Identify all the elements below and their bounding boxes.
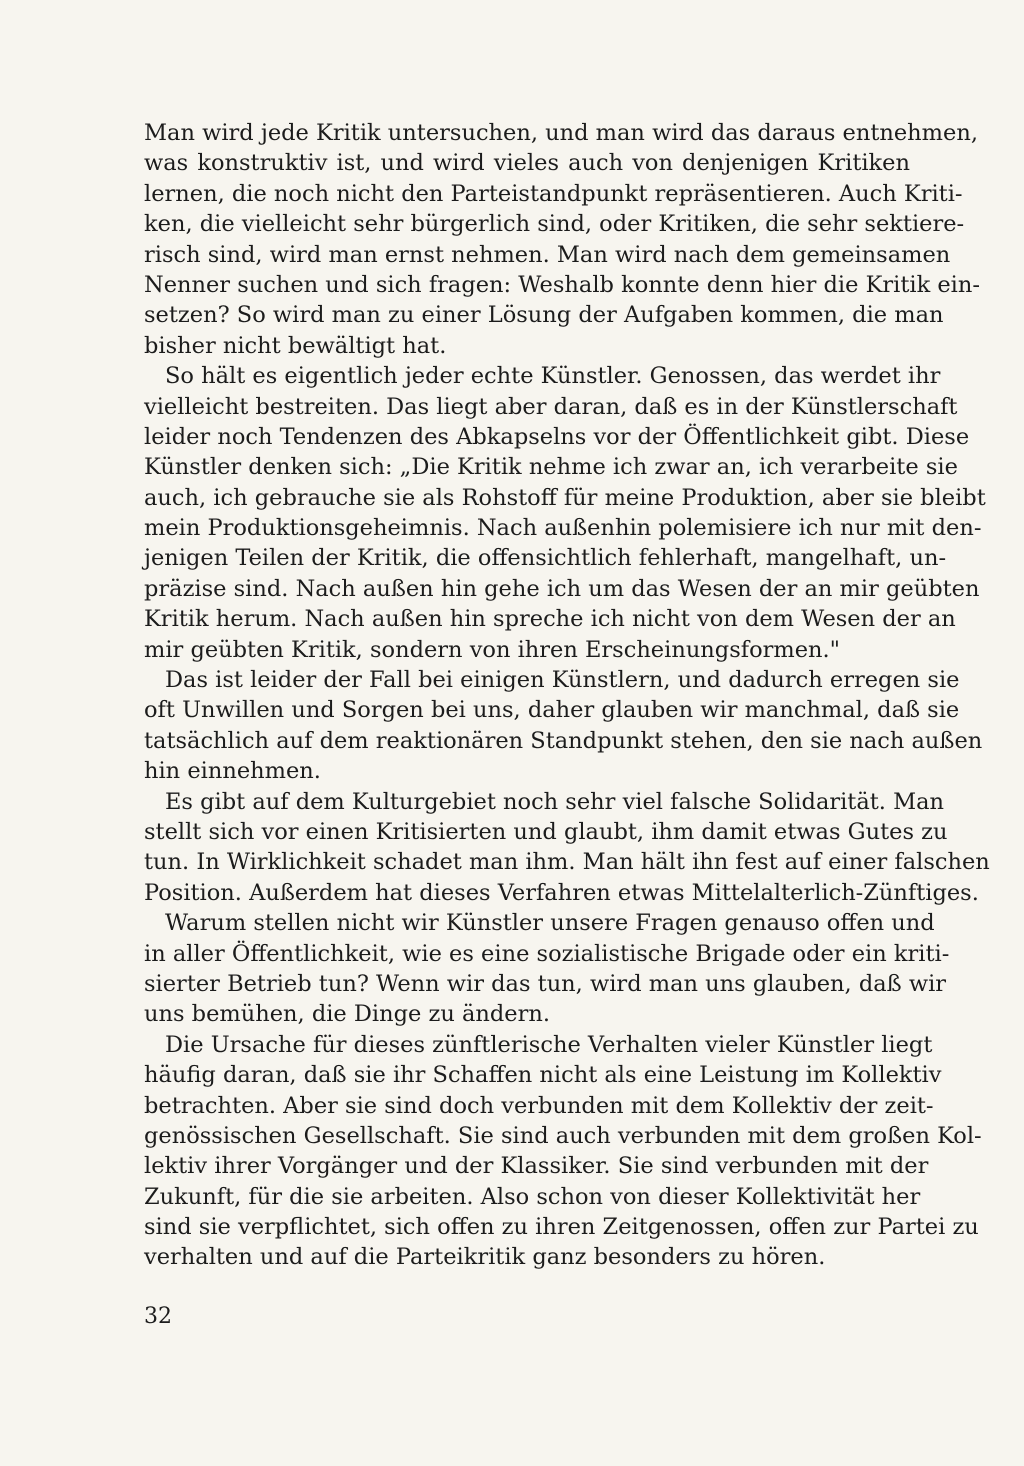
text-line: präzise sind. Nach außen hin gehe ich um das Wesen der an mir geübten — [144, 575, 980, 602]
text-line: lernen, die noch nicht den Parteistandpunkt repräsentieren. Auch Kriti- — [144, 180, 963, 207]
text-line: Position. Außerdem hat dieses Verfahren etwas Mittelalterlich-Zünftiges. — [144, 879, 979, 906]
text-line: oft Unwillen und Sorgen bei uns, daher glauben wir manchmal, daß sie — [144, 697, 960, 724]
paragraph-3 — [144, 665, 983, 787]
text-line: Zukunft, für die sie arbeiten. Also schon von dieser Kollektivität her — [144, 1183, 921, 1210]
text-line: mir geübten Kritik, sondern von ihren Erscheinungsformen." — [144, 636, 841, 663]
page-number: 32 — [144, 1304, 172, 1329]
paragraph-1 — [144, 118, 980, 361]
paragraph-6 — [144, 1030, 982, 1273]
text-line: hin einnehmen. — [144, 758, 321, 785]
text-line: sind sie verpflichtet, sich offen zu ihren Zeitgenossen, offen zur Partei zu — [144, 1214, 979, 1241]
body-text — [144, 118, 990, 1273]
text-line: jenigen Teilen der Kritik, die offensichtlich fehlerhaft, mangelhaft, un- — [144, 545, 947, 572]
text-line: genössischen Gesellschaft. Sie sind auch verbunden mit dem großen Kol- — [144, 1122, 982, 1149]
paragraph-4 — [144, 787, 990, 909]
text-line: setzen? So wird man zu einer Lösung der Aufgaben kommen, die man — [144, 302, 944, 329]
text-line: ken, die vielleicht sehr bürgerlich sind, oder Kritiken, die sehr sektiere- — [144, 211, 965, 238]
text-line: stellt sich vor einen Kritisierten und glaubt, ihm damit etwas Gutes zu — [144, 818, 948, 845]
text-line: lektiv ihrer Vorgänger und der Klassiker. Sie sind verbunden mit der — [144, 1153, 929, 1180]
text-line: Das ist leider der Fall bei einigen Künstlern, und dadurch erregen sie — [165, 667, 960, 694]
paragraph-5 — [144, 908, 950, 1030]
text-line: bisher nicht bewältigt hat. — [144, 332, 447, 359]
text-line: Man wird jede Kritik untersuchen, und man wird das daraus entnehmen, — [144, 120, 978, 146]
text-line: verhalten und auf die Parteikritik ganz besonders zu hören. — [144, 1244, 826, 1271]
text-line: Künstler denken sich: „Die Kritik nehme ich zwar an, ich verarbeite sie — [144, 454, 958, 481]
text-line: vielleicht bestreiten. Das liegt aber daran, daß es in der Künstlerschaft — [144, 393, 958, 420]
text-line: häufig daran, daß sie ihr Schaffen nicht als eine Leistung im Kollektiv — [144, 1062, 942, 1089]
text-line: Kritik herum. Nach außen hin spreche ich nicht von dem Wesen der an — [144, 606, 956, 633]
text-line: sierter Betrieb tun? Wenn wir das tun, wird man uns glauben, daß wir — [144, 970, 947, 997]
paragraph-2 — [144, 361, 986, 665]
text-line: tatsächlich auf dem reaktionären Standpunkt stehen, den sie nach außen — [144, 727, 983, 754]
text-line: leider noch Tendenzen des Abkapselns vor der Öffentlichkeit gibt. Diese — [144, 423, 970, 450]
text-line: Warum stellen nicht wir Künstler unsere Fragen genauso offen und — [165, 910, 935, 937]
text-line: uns bemühen, die Dinge zu ändern. — [144, 1001, 551, 1028]
text-line: So hält es eigentlich jeder echte Künstler. Genossen, das werdet ihr — [165, 363, 941, 390]
text-line: Nenner suchen und sich fragen: Weshalb konnte denn hier die Kritik ein- — [144, 271, 980, 298]
text-line: mein Produktionsgeheimnis. Nach außenhin polemisiere ich nur mit den- — [144, 515, 982, 542]
text-line: tun. In Wirklichkeit schadet man ihm. Man hält ihn fest auf einer falschen — [144, 849, 990, 876]
text-line: Die Ursache für dieses zünftlerische Verhalten vieler Künstler liegt — [165, 1031, 933, 1058]
text-line: was konstruktiv ist, und wird vieles auch von denjenigen Kritiken — [144, 150, 910, 177]
text-line: risch sind, wird man ernst nehmen. Man wird nach dem gemeinsamen — [144, 241, 951, 268]
text-line: auch, ich gebrauche sie als Rohstoff für meine Produktion, aber sie bleibt — [144, 484, 986, 511]
text-line: betrachten. Aber sie sind doch verbunden mit dem Kollektiv der zeit- — [144, 1092, 934, 1119]
text-line: in aller Öffentlichkeit, wie es eine sozialistische Brigade oder ein kriti- — [144, 940, 950, 967]
text-line: Es gibt auf dem Kulturgebiet noch sehr viel falsche Solidarität. Man — [165, 788, 945, 815]
